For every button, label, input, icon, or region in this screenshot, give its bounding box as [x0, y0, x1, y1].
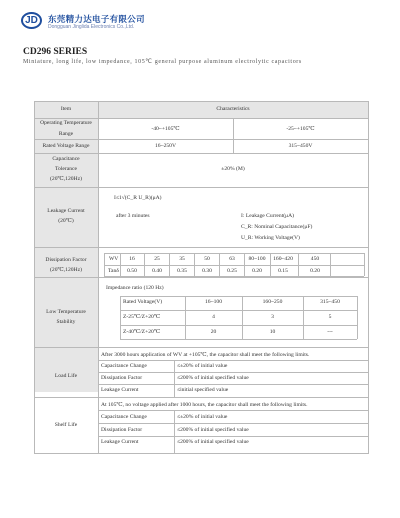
shelf-life-label: Shelf Life [54, 422, 78, 428]
load-life-row-3-value: ≤initial specified value [177, 387, 229, 393]
grid-line [104, 265, 364, 266]
grid-line [194, 253, 195, 276]
series-title: CD296 SERIES [23, 47, 88, 57]
df-tan-value: 0.20 [310, 268, 320, 274]
df-wv-value: 35 [179, 256, 185, 262]
load-life-label: Load Life [54, 373, 78, 379]
header-characteristics: Characteristics [216, 106, 250, 112]
low-temp-label: Low Temperature [46, 309, 86, 315]
grid-line [120, 296, 121, 339]
cap-tol-label-2: Tolerance [55, 166, 77, 172]
load-life-row-3-name: Leakage Current [101, 387, 139, 393]
rated-voltage-b: 315~450V [288, 143, 313, 149]
grid-line [34, 187, 368, 188]
impedance-col-3: 315~450 [320, 299, 340, 305]
leakage-legend-u: U_R: Working Voltage(V) [241, 235, 300, 241]
impedance-row1-label: Z-25℃/Z+20℃ [123, 314, 161, 320]
df-wv-value: 450 [310, 256, 320, 262]
df-tan-value: 0.25 [227, 268, 237, 274]
df-tan-value: 0.40 [152, 268, 162, 274]
series-subtitle: Miniature, long life, low impedance, 105℃ general purpose aluminum electrolytic capacitors [23, 59, 302, 65]
grid-line [104, 276, 364, 277]
grid-line [34, 347, 368, 348]
df-wv-value: 63 [229, 256, 235, 262]
grid-line [219, 253, 220, 276]
df-tan-value: 0.20 [252, 268, 262, 274]
impedance-col-1: 16~100 [204, 299, 222, 305]
shelf-life-row-3-value: ≤200% of initial specified value [177, 439, 249, 445]
op-temp-value-a: -40~+105℃ [151, 126, 180, 132]
shelf-life-intro: At 105℃, no voltage applied after 1000 hours, the capacitor shall meet the following limits. [101, 402, 308, 408]
load-life-intro: After 3000 hours application of WV at +105℃, the capacitor shall meet the following limits. [101, 352, 310, 358]
op-temp-label-2: Range [58, 131, 74, 137]
op-temp-value-b: -25~+105℃ [286, 126, 315, 132]
grid-line [364, 253, 365, 276]
df-label-2: (20℃,120Hz) [50, 267, 82, 273]
leakage-legend-c: C_R: Nominal Capacitance(μF) [241, 224, 313, 230]
grid-line [120, 310, 357, 311]
df-wv-value: 50 [204, 256, 210, 262]
grid-line [174, 360, 175, 397]
df-wv-label: WV [109, 256, 119, 262]
grid-line [34, 397, 368, 398]
grid-line [120, 253, 121, 276]
grid-line [174, 410, 175, 453]
df-wv-value: 25 [154, 256, 160, 262]
spec-table [34, 101, 368, 453]
cap-tol-value: ±20% (M) [221, 166, 245, 172]
company-name-en: Dongguan Jinglida Electronics Co.,Ltd. [48, 24, 135, 30]
cap-tol-label: Capacitance [52, 156, 80, 162]
grid-line [34, 118, 368, 119]
cap-tol-label-3: (20℃,120Hz) [50, 176, 82, 182]
grid-line [233, 118, 234, 153]
df-wv-value: 80~100 [248, 256, 266, 262]
grid-line [244, 253, 245, 276]
grid-line [357, 296, 358, 339]
leakage-after: after 3 minutes [116, 213, 150, 219]
grid-line [98, 410, 368, 411]
impedance-row2-v1: 20 [210, 329, 217, 335]
grid-line [98, 384, 368, 385]
grid-line [169, 253, 170, 276]
grid-line [185, 296, 186, 339]
header-item: Item [60, 106, 72, 112]
leakage-label-2: (20℃) [58, 218, 74, 224]
grid-line [120, 325, 357, 326]
df-tan-value: 0.35 [177, 268, 187, 274]
low-temp-label-2: Stability [56, 319, 76, 325]
grid-line [98, 360, 368, 361]
grid-line [98, 372, 368, 373]
grid-line [298, 253, 299, 276]
df-tan-value: 0.50 [127, 268, 137, 274]
impedance-title: Impedance ratio (120 Hz) [106, 285, 164, 291]
df-tan-value: 0.30 [202, 268, 212, 274]
impedance-row-head: Rated Voltage(V) [123, 299, 163, 305]
grid-line [144, 253, 145, 276]
company-logo: JD [21, 12, 42, 29]
df-wv-value: 16 [129, 256, 135, 262]
grid-line [303, 296, 304, 339]
df-wv-value: 160~420 [273, 256, 293, 262]
leakage-formula: I≤1√(C_R U_R)(μA) [114, 195, 162, 201]
shelf-life-row-2-value: ≤200% of initial specified value [177, 427, 249, 433]
grid-line [98, 423, 368, 424]
impedance-row1-v2: 3 [271, 314, 274, 320]
impedance-row2-v3: --- [327, 329, 333, 335]
impedance-col-2: 160~250 [262, 299, 283, 305]
grid-line [98, 436, 368, 437]
grid-line [34, 247, 368, 248]
load-life-row-1-value: ≤±20% of initial value [177, 363, 228, 369]
shelf-life-row-2-name: Dissipation Factor [101, 427, 143, 433]
load-life-row-2-name: Dissipation Factor [101, 375, 143, 381]
grid-line [120, 296, 357, 297]
grid-line [242, 296, 243, 339]
impedance-row2-label: Z-40℃/Z+20℃ [123, 329, 161, 335]
grid-line [34, 153, 368, 154]
grid-line [104, 253, 364, 254]
leakage-label: Leakage Current [47, 208, 85, 214]
grid-line [270, 253, 271, 276]
grid-line [34, 101, 368, 102]
df-tan-label: Tanδ [108, 268, 119, 274]
grid-line [104, 253, 105, 276]
df-label: Dissipation Factor [45, 257, 87, 263]
grid-line [330, 253, 331, 276]
grid-line [34, 139, 368, 140]
shelf-life-row-1-name: Capacitance Change [101, 414, 147, 420]
rated-voltage-a: 16~250V [154, 143, 177, 149]
rated-voltage-label: Rated Voltage Range [42, 143, 90, 149]
op-temp-label: Operating Temperature [40, 120, 92, 126]
leakage-legend-i: I: Leakage Current(μA) [241, 213, 295, 219]
grid-line [368, 101, 369, 454]
load-life-row-2-value: ≤200% of initial specified value [177, 375, 249, 381]
grid-line [120, 339, 357, 340]
impedance-row1-v1: 4 [212, 314, 215, 320]
company-name-cn: 东莞精力达电子有限公司 [48, 14, 145, 24]
df-tan-value: 0.15 [278, 268, 288, 274]
grid-line [34, 453, 368, 454]
impedance-row1-v3: 5 [328, 314, 332, 320]
load-life-row-1-name: Capacitance Change [101, 363, 147, 369]
shelf-life-row-1-value: ≤±20% of initial value [177, 414, 228, 420]
grid-line [34, 277, 368, 278]
impedance-row2-v2: 10 [269, 329, 276, 335]
shelf-life-row-3-name: Leakage Current [101, 439, 139, 445]
